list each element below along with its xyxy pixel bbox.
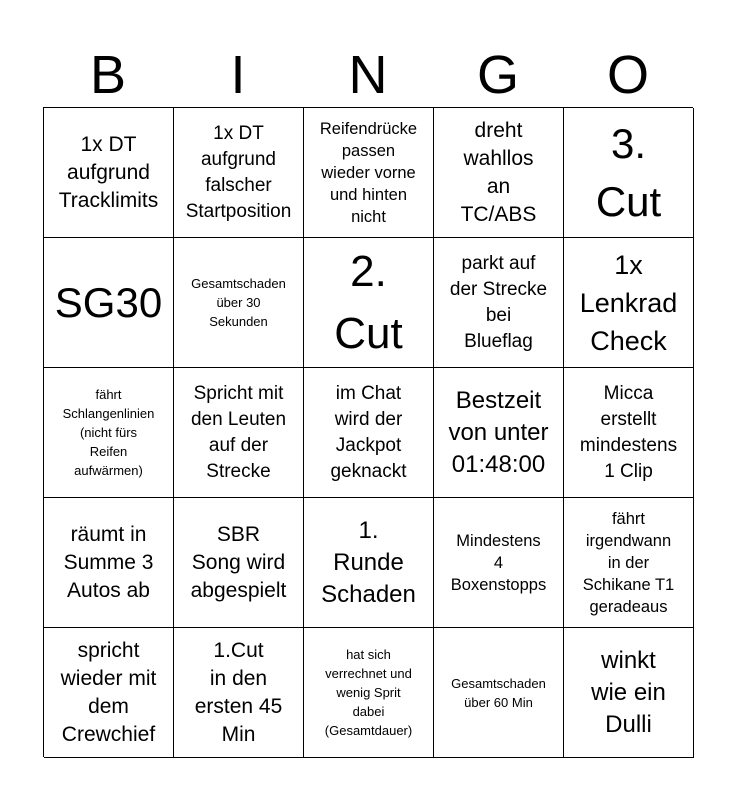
bingo-cell-r5-c3[interactable] (304, 628, 434, 758)
bingo-header (43, 40, 693, 110)
bingo-cell-text: spricht wieder mit dem Crewchief (60, 638, 157, 746)
header-letter-n: N (348, 45, 388, 105)
bingo-cell-text: Bestzeit von unter 01:48:00 (448, 386, 549, 478)
bingo-cell-r1-c5[interactable] (564, 108, 694, 238)
bingo-cell-r1-c1[interactable] (44, 108, 174, 238)
bingo-cell-text: 1x DT aufgrund falscher Startposition (185, 122, 292, 222)
bingo-cell-text: Mindestens 4 Boxenstopps (450, 531, 547, 594)
bingo-cell-text: hat sich verrechnet und wenig Sprit dabei (Gesamtdauer) (324, 647, 413, 738)
bingo-cell-r2-c1[interactable] (44, 238, 174, 368)
bingo-cell-text: 1x Lenkrad Check (579, 249, 678, 356)
bingo-cell-r4-c1[interactable] (44, 498, 174, 628)
bingo-cell-r3-c1[interactable] (44, 368, 174, 498)
bingo-cell-r4-c3[interactable] (304, 498, 434, 628)
bingo-cell-text: Spricht mit den Leuten auf der Strecke (190, 382, 287, 482)
header-letter-i: I (230, 45, 246, 105)
bingo-cell-r1-c2[interactable] (174, 108, 304, 238)
bingo-cell-r5-c5[interactable] (564, 628, 694, 758)
bingo-cell-text: SBR Song wird abgespielt (190, 522, 287, 602)
bingo-cell-r4-c5[interactable] (564, 498, 694, 628)
bingo-cell-r5-c4[interactable] (434, 628, 564, 758)
bingo-cell-text: im Chat wird der Jackpot geknackt (330, 382, 407, 482)
bingo-cell-text: 1. Runde Schaden (321, 516, 416, 608)
bingo-board (43, 107, 693, 757)
bingo-cell-r2-c5[interactable] (564, 238, 694, 368)
bingo-cell-r3-c4[interactable] (434, 368, 564, 498)
header-letter-g: G (476, 45, 519, 105)
bingo-cell-r5-c2[interactable] (174, 628, 304, 758)
bingo-cell-text: winkt wie ein Dulli (591, 646, 666, 738)
bingo-cell-text: Gesamtschaden über 60 Min (451, 675, 546, 710)
bingo-cell-r2-c3[interactable] (304, 238, 434, 368)
bingo-cell-r4-c2[interactable] (174, 498, 304, 628)
bingo-cell-r1-c4[interactable] (434, 108, 564, 238)
bingo-cell-text: SG30 (54, 278, 163, 326)
bingo-cell-text: räumt in Summe 3 Autos ab (63, 522, 154, 602)
bingo-cell-text: 1x DT aufgrund Tracklimits (58, 132, 159, 212)
header-letter-o: O (606, 45, 649, 105)
bingo-cell-r3-c3[interactable] (304, 368, 434, 498)
bingo-cell-text: Micca erstellt mindestens 1 Clip (579, 382, 678, 482)
bingo-cell-r1-c3[interactable] (304, 108, 434, 238)
header-letter-b: B (89, 45, 127, 105)
bingo-cell-text: fährt irgendwann in der Schikane T1 geradeaus (582, 509, 675, 616)
bingo-cell-text: dreht wahllos an TC/ABS (460, 118, 537, 226)
bingo-cell-r4-c4[interactable] (434, 498, 564, 628)
bingo-cell-text: 2. Cut (334, 246, 403, 358)
bingo-cell-r5-c1[interactable] (44, 628, 174, 758)
bingo-cell-text: Reifendrücke passen wieder vorne und hinten nicht (319, 119, 418, 226)
bingo-cell-r2-c4[interactable] (434, 238, 564, 368)
bingo-cell-text: parkt auf der Strecke bei Blueflag (449, 252, 548, 352)
bingo-cell-r2-c2[interactable] (174, 238, 304, 368)
bingo-cell-text: Gesamtschaden über 30 Sekunden (191, 276, 286, 329)
bingo-cell-r3-c5[interactable] (564, 368, 694, 498)
bingo-cell-text: 1.Cut in den ersten 45 Min (194, 638, 283, 746)
bingo-cell-text: fährt Schlangenlinien (nicht fürs Reifen aufwärmen) (62, 387, 155, 478)
bingo-cell-r3-c2[interactable] (174, 368, 304, 498)
bingo-cell-text: 3. Cut (595, 119, 662, 225)
